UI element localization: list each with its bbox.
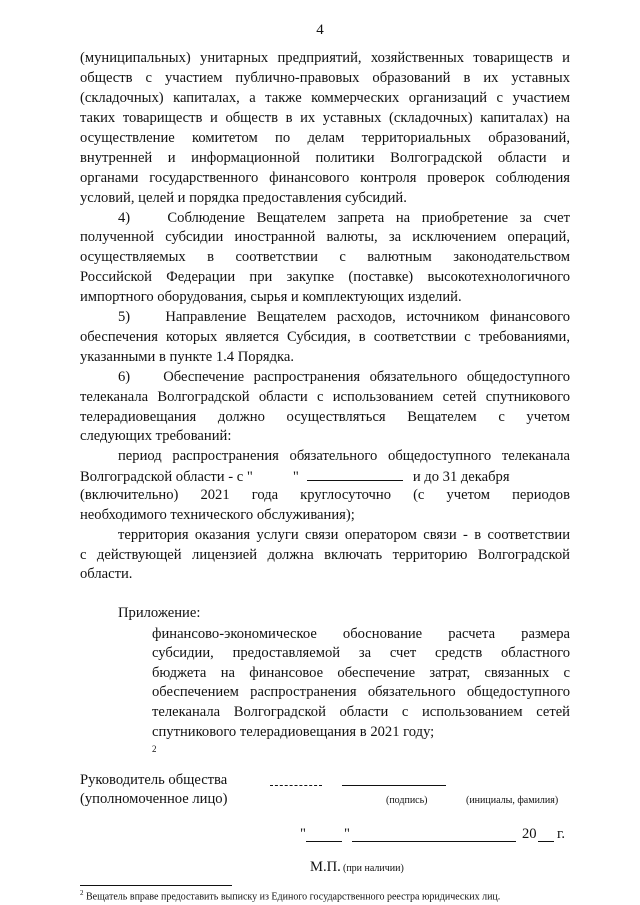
footnote [80, 889, 500, 902]
appendix-line: субсидии, предоставляемой за счет средств областного [152, 645, 570, 661]
appendix-line: телеканала Волгоградской области с использованием сетей [152, 704, 570, 720]
period-date-prefix: Волгоградской области - с " [80, 469, 253, 485]
footnote-text: Вещатель вправе предоставить выписку из Единого государственного реестра юридических лиц. [86, 891, 501, 903]
text-line: телерадиовещания должно осуществляться Вещателем с учетом [80, 409, 570, 425]
text-line: необходимого технического обслуживания); [80, 507, 355, 523]
period-date-suffix: и до 31 декабря [412, 469, 510, 485]
date-month-blank [352, 841, 516, 842]
date-quote-open: " [300, 826, 306, 842]
date-year-suffix: г. [557, 826, 565, 842]
item-5-first-line [118, 309, 570, 326]
period-month-blank [307, 467, 403, 481]
date-day-blank [306, 841, 342, 842]
footnote-reference: 2 [152, 744, 157, 754]
signatory-title: Руководитель общества [80, 772, 228, 788]
text-line: таких товариществ и обществ в их уставных (складочных) капиталах) на [80, 110, 570, 126]
text-line: полученной субсидии иностранной валюты, за исключением операций, [80, 229, 570, 245]
date-quote-close: " [344, 826, 350, 842]
text-line: Российской Федерации при закупке (поставке) высокотехнологичного [80, 269, 570, 285]
appendix-line: финансово-экономическое обоснование расчета размера [152, 626, 570, 642]
text-line: указанными в пункте 1.4 Порядка. [80, 349, 295, 365]
name-line [342, 785, 446, 786]
text-line: (складочных) капиталах, а также коммерческих организаций с участием [80, 90, 570, 106]
item-5-text: Направление Вещателем расходов, источником финансового [165, 309, 570, 325]
text-line: территория оказания услуги связи оператором связи - в соответствии [118, 527, 570, 543]
appendix-line: обеспечением распространения обязательного общедоступного [152, 684, 570, 700]
text-line: (муниципальных) унитарных предприятий, хозяйственных товариществ и [80, 50, 570, 66]
item-4-text: Соблюдение Вещателем запрета на приобретение за счет [167, 210, 570, 226]
signatory-subtitle: (уполномоченное лицо) [80, 791, 228, 807]
period-date-line [80, 467, 570, 486]
stamp-label: М.П. [310, 859, 341, 875]
text-line: обществ с участием публично-правовых образований в их уставных [80, 70, 570, 86]
footnote-number: 2 [80, 889, 84, 897]
item-6-number: 6) [118, 369, 131, 385]
signature-line [270, 785, 322, 786]
period-quote: " [292, 469, 299, 485]
item-4-number: 4) [118, 210, 131, 226]
text-line: с действующей лицензией должна включать территорию Волгоградской [80, 547, 570, 563]
text-line: телеканала Волгоградской области с использованием сетей спутникового [80, 389, 570, 405]
text-line: период распространения обязательного общедоступного телеканала [118, 448, 570, 464]
text-line: органами государственного финансового контроля проверок соблюдения [80, 170, 570, 186]
text-line: импортного оборудования, сырья и комплектующих изделий. [80, 289, 462, 305]
date-year-prefix: 20 [522, 826, 537, 842]
item-4-first-line [118, 210, 570, 227]
text-line: (включительно) 2021 года круглосуточно (с учетом периодов [80, 487, 570, 503]
item-6-first-line [118, 369, 570, 386]
date-year-blank [538, 841, 554, 842]
text-line: следующих требований: [80, 428, 232, 444]
stamp-note: (при наличии) [343, 863, 404, 874]
text-line: условий, целей и порядка предоставления субсидий. [80, 190, 407, 206]
text-line: внутренней и информационной политики Волгоградской области и [80, 150, 570, 166]
appendix-title: Приложение: [118, 605, 201, 621]
text-line: обеспечения которых является Субсидия, в соответствии с требованиями, [80, 329, 570, 345]
appendix-line: бюджета на финансовое обеспечение затрат, связанных с [152, 665, 570, 681]
item-6-text: Обеспечение распространения обязательного общедоступного [163, 369, 570, 385]
item-5-number: 5) [118, 309, 131, 325]
name-caption: (инициалы, фамилия) [466, 795, 559, 806]
text-line: осуществление комитетом по делам территориальных образований, [80, 130, 570, 146]
signature-caption: (подпись) [386, 795, 428, 806]
page-number: 4 [316, 22, 324, 38]
text-line: осуществляемых в соответствии с валютным законодательством [80, 249, 570, 265]
appendix-line: спутникового телерадиовещания в 2021 году; [152, 724, 435, 740]
text-line: области. [80, 566, 133, 582]
footnote-separator [80, 885, 232, 886]
